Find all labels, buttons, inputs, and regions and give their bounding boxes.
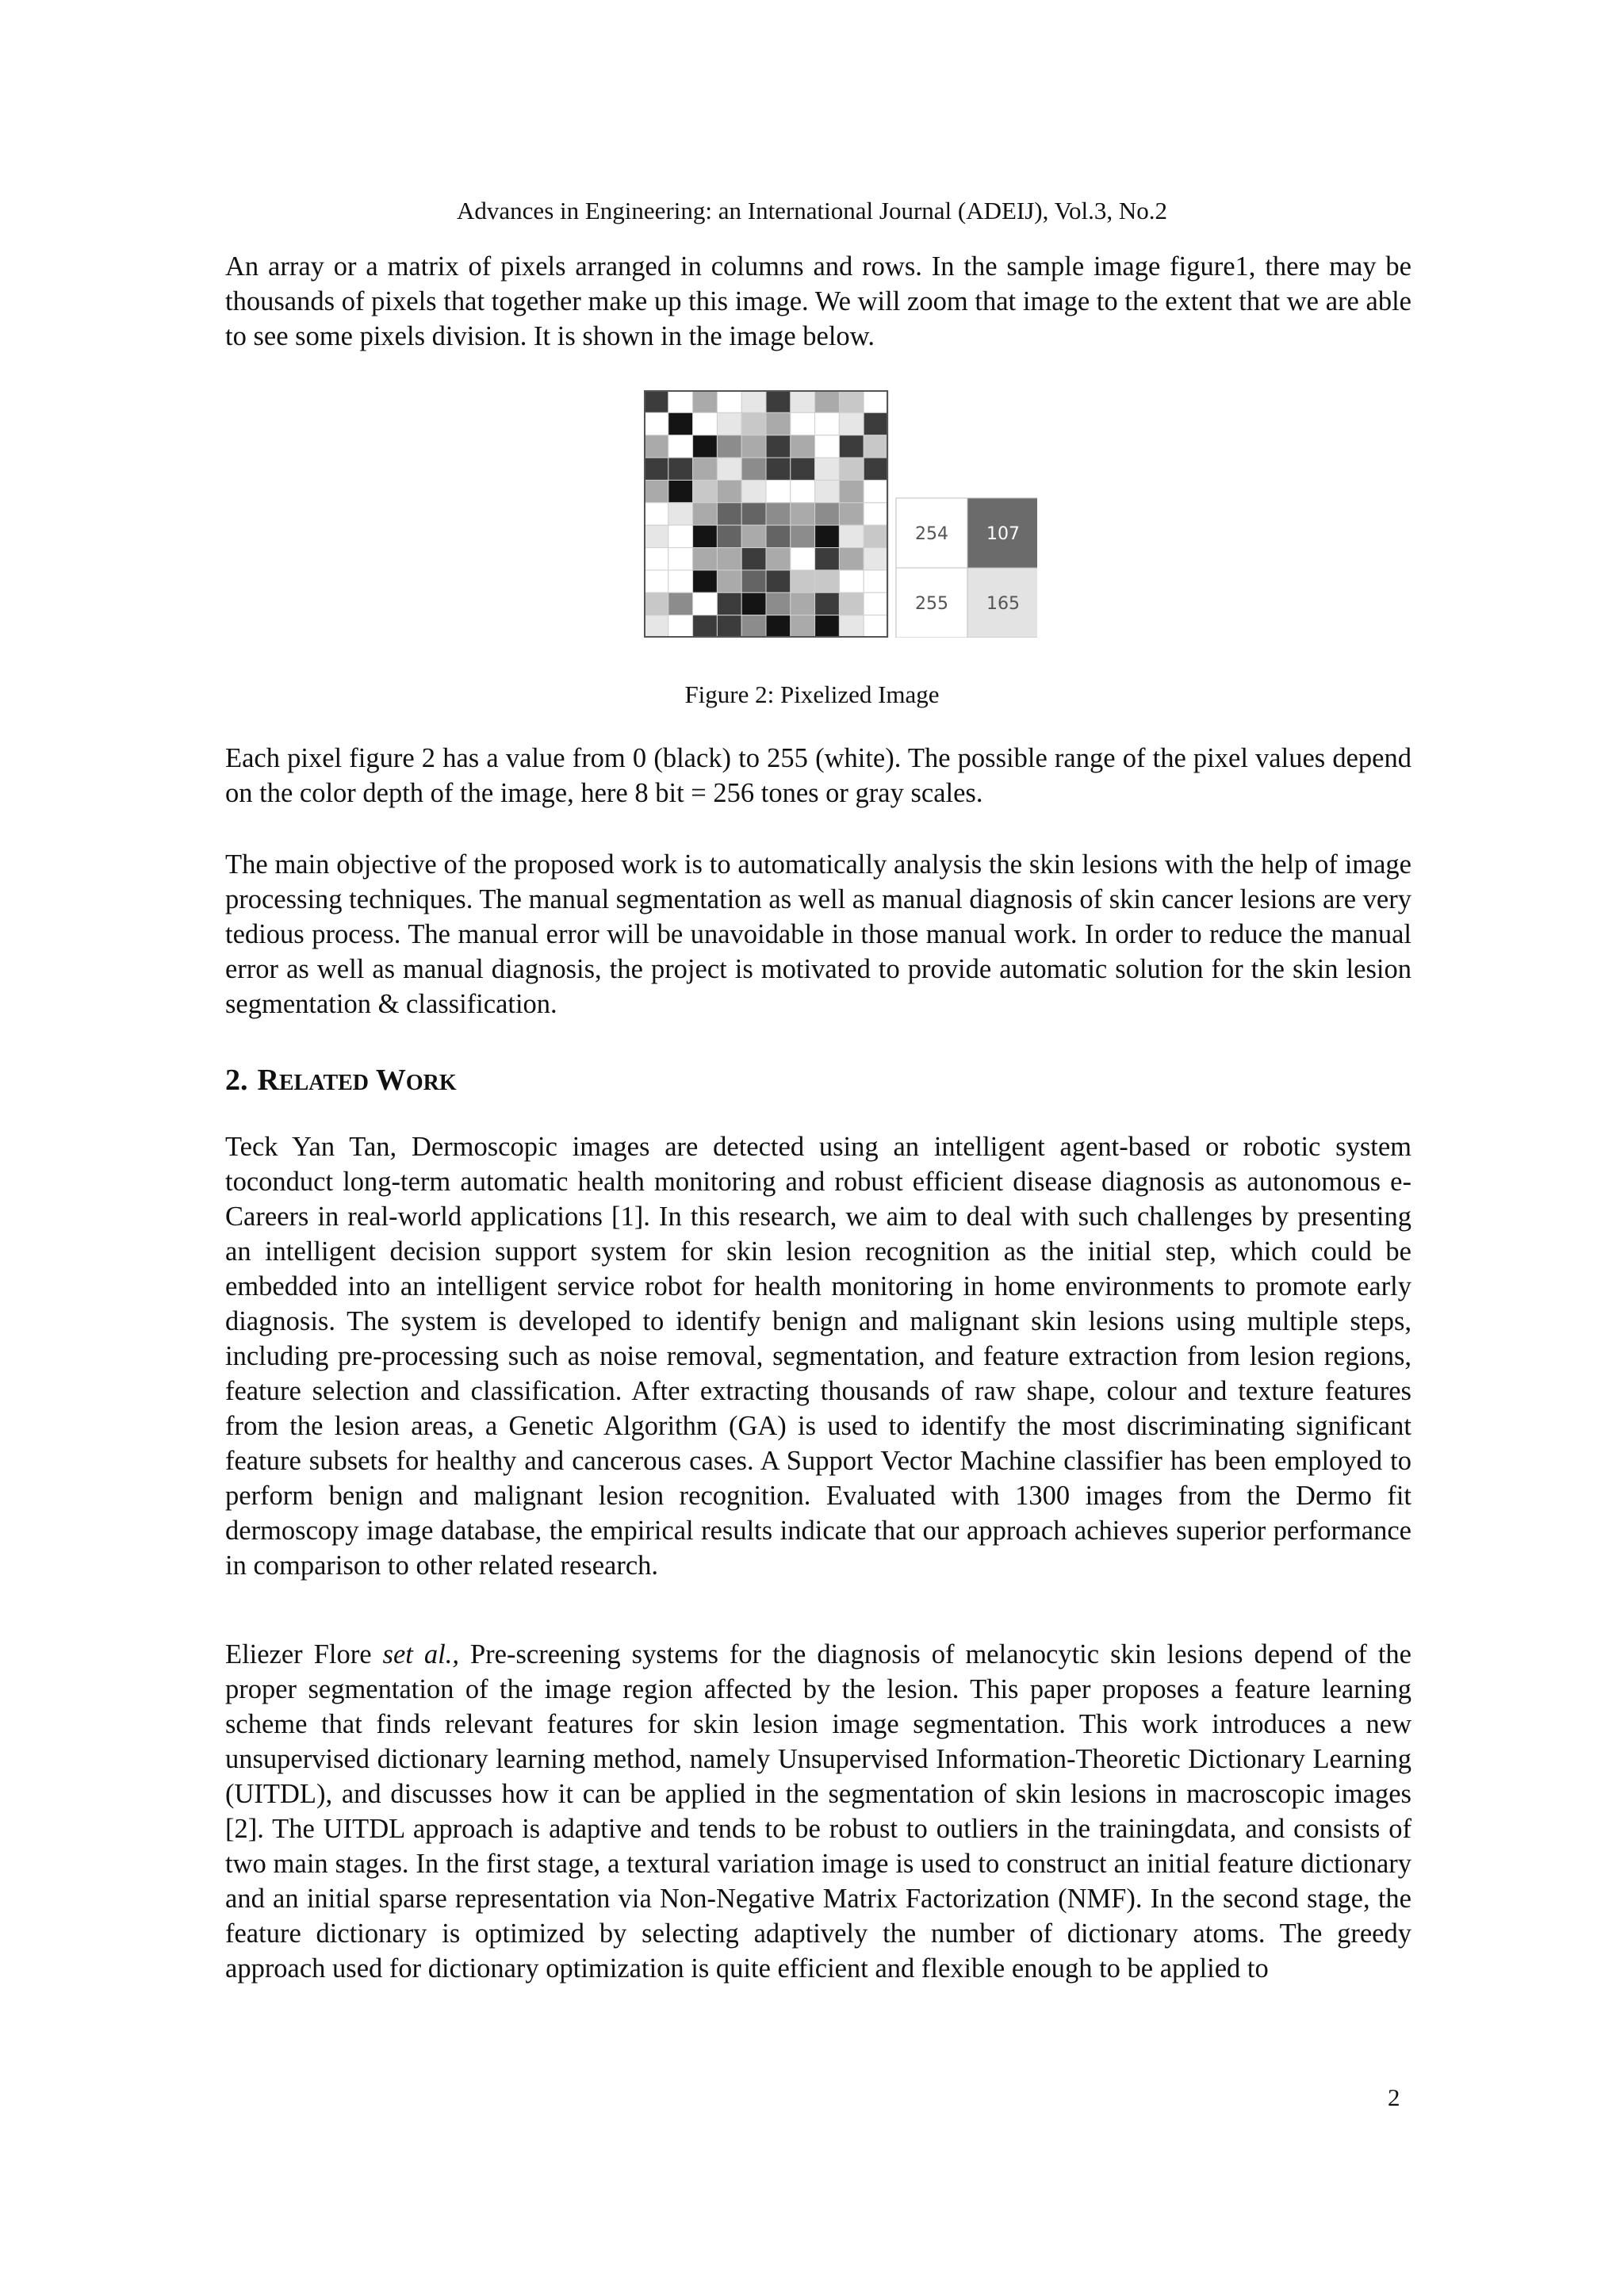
pixel-cell [766, 458, 791, 480]
pixel-cell [668, 458, 693, 480]
zoom-value-bottom-left: 255 [915, 594, 948, 614]
pixel-cell [717, 503, 741, 525]
pixel-cell [791, 592, 815, 615]
pixel-cell [815, 503, 840, 525]
pixel-cell [815, 548, 840, 570]
pixel-cell [864, 480, 888, 502]
paragraph-pixel-values: Each pixel figure 2 has a value from 0 (black) to 255 (white). The possible range of the pixel values depend on the color depth of the image, here 8 bit = 256 tones or gray scales. [225, 743, 1411, 808]
pixel-cell [839, 412, 864, 435]
pixel-cell [815, 615, 840, 638]
pixel-cell [864, 435, 888, 458]
pixel-cell [668, 592, 693, 615]
pixel-cell [791, 480, 815, 502]
pixel-cell [766, 592, 791, 615]
pixel-cell [741, 480, 766, 502]
pixel-cell [644, 615, 668, 638]
pixel-cell [693, 592, 718, 615]
paragraph-tan [225, 1129, 1411, 1583]
pixel-cell [741, 570, 766, 592]
zoom-value-top-right: 107 [986, 524, 1020, 544]
pixel-cell [766, 390, 791, 412]
running-header: Advances in Engineering: an International Journal (ADEIJ), Vol.3, No.2 [457, 197, 1167, 224]
pixel-cell [839, 503, 864, 525]
pixel-cell [766, 548, 791, 570]
pixel-cell [717, 570, 741, 592]
pixel-cell [741, 503, 766, 525]
pixel-cell [791, 412, 815, 435]
pixel-cell [693, 435, 718, 458]
pixel-cell [791, 390, 815, 412]
paragraph-intro: An array or a matrix of pixels arranged in columns and rows. In the sample image figure1, there may be thousands of pixels that together make up this image. We will zoom that image to the extent that we are able to see some pixels division. It is shown in the image below. [225, 251, 1411, 351]
paragraph-objective: The main objective of the proposed work is to automatically analysis the skin lesions with the help of image processing techniques. The manual segmentation as well as manual diagnosis of skin cancer lesions are very tedious process. The manual error will be unavoidable in those manual work. In order to reduce the manual error as well as manual diagnosis, the project is motivated to provide automatic solution for the skin lesion segmentation & classification. [225, 849, 1411, 1019]
pixel-cell [839, 570, 864, 592]
pixel-cell [668, 525, 693, 547]
pixel-cell [741, 548, 766, 570]
pixel-cell [644, 548, 668, 570]
pixel-cell [839, 615, 864, 638]
pixel-cell [693, 615, 718, 638]
author-name: Eliezer Flore [225, 1639, 383, 1669]
pixel-cell [668, 570, 693, 592]
zoom-value-top-left: 254 [915, 524, 948, 544]
pixel-cell [668, 615, 693, 638]
pixel-cell [791, 503, 815, 525]
author-name: Teck Yan Tan [225, 1132, 390, 1162]
pixel-cell [839, 458, 864, 480]
pixel-cell [864, 615, 888, 638]
pixel-cell [668, 412, 693, 435]
section-title-initial-r: R [257, 1064, 279, 1097]
pixel-cell [644, 503, 668, 525]
pixel-cell [766, 480, 791, 502]
pixel-cell [668, 503, 693, 525]
pixel-cell [717, 592, 741, 615]
pixel-cell [717, 412, 741, 435]
pixel-cell [766, 525, 791, 547]
pixel-cell [766, 570, 791, 592]
zoom-value-bottom-right: 165 [986, 594, 1020, 614]
pixel-cell [717, 458, 741, 480]
pixel-cell [668, 390, 693, 412]
pixel-cell [644, 525, 668, 547]
pixel-cell [717, 525, 741, 547]
pixel-cell [815, 525, 840, 547]
author-separator: , [389, 1132, 397, 1162]
pixel-cell [864, 390, 888, 412]
pixel-cell [717, 480, 741, 502]
pixel-cell [668, 435, 693, 458]
pixel-cell [741, 525, 766, 547]
pixel-cell [741, 412, 766, 435]
pixel-cell [644, 592, 668, 615]
section-title-rest-1: ELATED [278, 1071, 370, 1095]
pixel-cell [864, 525, 888, 547]
pixel-cell [791, 548, 815, 570]
pixel-cell [791, 615, 815, 638]
et-al: set al., [382, 1639, 459, 1669]
pixel-cell [741, 435, 766, 458]
pixel-cell [839, 548, 864, 570]
pixel-cell [766, 435, 791, 458]
pixel-cell [693, 412, 718, 435]
pixel-cell [839, 435, 864, 458]
section-title-rest-2: ORK [405, 1071, 457, 1095]
pixel-cell [791, 570, 815, 592]
pixel-cell [741, 390, 766, 412]
pixel-cell [766, 412, 791, 435]
section-title-initial-w: W [375, 1064, 406, 1097]
pixel-cell [815, 480, 840, 502]
pixel-cell [791, 458, 815, 480]
pixel-cell [815, 570, 840, 592]
pixel-cell [693, 548, 718, 570]
pixel-cell [693, 525, 718, 547]
pixel-cell [693, 480, 718, 502]
section-number: 2. [225, 1064, 248, 1097]
pixel-cell [791, 525, 815, 547]
pixel-cell [693, 570, 718, 592]
pixel-cell [644, 390, 668, 412]
pixel-cell [741, 458, 766, 480]
pixel-cell [864, 503, 888, 525]
pixel-cell [766, 503, 791, 525]
pixel-cell [644, 480, 668, 502]
pixel-cell [717, 548, 741, 570]
pixel-cell [644, 570, 668, 592]
pixel-cell [815, 390, 840, 412]
pixel-cell [864, 570, 888, 592]
figure-caption: Figure 2: Pixelized Image [684, 680, 940, 708]
pixel-cell [864, 548, 888, 570]
pixel-cell [864, 412, 888, 435]
zoomed-pixels [896, 498, 1037, 638]
pixel-cell [717, 390, 741, 412]
page-number: 2 [1388, 2083, 1400, 2111]
pixel-cell [668, 480, 693, 502]
pixel-cell [693, 390, 718, 412]
paragraph-body: Pre-screening systems for the diagnosis of melanocytic skin lesions depend of the proper segmentation of the image region affected by the lesion. This paper proposes a feature learning scheme that finds relevant features for skin lesion image segmentation. This work introduces a new unsupervised dictionary learning method, namely Unsupervised Information-Theoretic Dictionary Learning (UITDL), and discusses how it can be applied in the segmentation of skin lesions in macroscopic images [2]. The UITDL approach is adaptive and tends to be robust to outliers in the trainingdata, and consists of two main stages. In the first stage, a textural variation image is used to construct an initial feature dictionary and an initial sparse representation via Non-Negative Matrix Factorization (NMF). In the second stage, the feature dictionary is optimized by selecting adaptively the number of dictionary atoms. The greedy approach used for dictionary optimization is quite efficient and flexible enough to be applied to [225, 1639, 1411, 1984]
paragraph-flores [225, 1637, 1411, 1986]
pixel-cell [644, 412, 668, 435]
pixel-cell [644, 458, 668, 480]
pixel-grid [644, 390, 888, 638]
pixel-cell [717, 615, 741, 638]
pixel-cell [815, 412, 840, 435]
pixel-cell [668, 548, 693, 570]
pixel-cell [741, 615, 766, 638]
pixel-cell [864, 592, 888, 615]
pixel-cell [839, 525, 864, 547]
pixel-cell [791, 435, 815, 458]
pixel-cell [815, 435, 840, 458]
pixel-cell [815, 592, 840, 615]
pixel-cell [839, 390, 864, 412]
pixel-cell [839, 480, 864, 502]
pixel-cell [839, 592, 864, 615]
figure-pixelized-image [644, 390, 1037, 638]
paragraph-body: Dermoscopic images are detected using an intelligent agent-based or robotic system toconduct long-term automatic health monitoring and robust efficient disease diagnosis as autonomous e- Careers in real-world applications [1]. In this research, we aim to deal with such challenges by presenting an intelligent decision support system for skin lesion recognition as the initial step, which could be embedded into an intelligent service robot for health monitoring in home environments to promote early diagnosis. The system is developed to identify benign and malignant skin lesions using multiple steps, including pre-processing such as noise removal, segmentation, and feature extraction from lesion regions, feature selection and classification. After extracting thousands of raw shape, colour and texture features from the lesion areas, a Genetic Algorithm (GA) is used to identify the most discriminating significant feature subsets for healthy and cancerous cases. A Support Vector Machine classifier has been employed to perform benign and malignant lesion recognition. Evaluated with 1300 images from the Dermo fit dermoscopy image database, the empirical results indicate that our approach achieves superior performance in comparison to other related research. [225, 1132, 1411, 1581]
pixel-cell [693, 458, 718, 480]
pixel-cell [741, 592, 766, 615]
pixel-cell [766, 615, 791, 638]
pixel-cell [717, 435, 741, 458]
pixel-cell [815, 458, 840, 480]
pixel-cell [864, 458, 888, 480]
pixel-cell [644, 435, 668, 458]
pixel-cell [693, 503, 718, 525]
section-heading-related-work [225, 1061, 457, 1102]
